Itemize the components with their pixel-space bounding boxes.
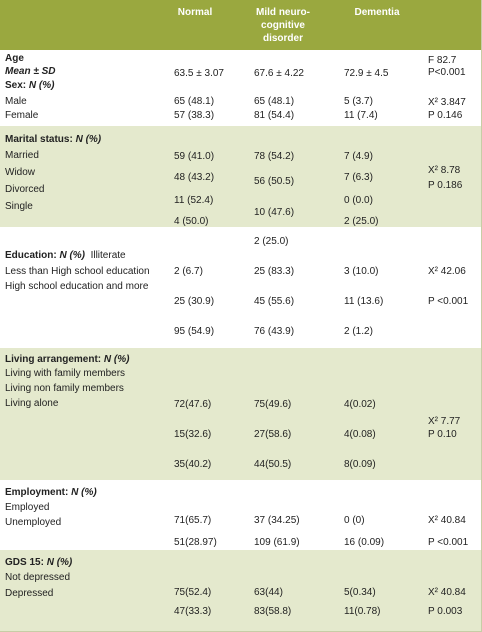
section-label-age: Age — [5, 53, 24, 64]
employment-dementia-2: 16 (0.09) — [344, 537, 385, 548]
gds-normal-2: 47(33.3) — [174, 606, 212, 617]
sex-female-dementia: 11 (7.4) — [344, 110, 378, 121]
living-stat-x2: X² 7.77 — [428, 416, 461, 427]
marital-label-widow: Widow — [5, 167, 36, 178]
employment-normal-2: 51(28.97) — [174, 537, 217, 548]
marital-dementia-3: 0 (0.0) — [344, 195, 373, 206]
education-normal-1: 2 (6.7) — [174, 266, 203, 277]
marital-normal-3: 11 (52.4) — [174, 195, 214, 206]
column-header-mild-neurocognitive-disorder: Mild neuro-cognitive disorder — [256, 7, 310, 44]
sex-stat-p: P 0.146 — [428, 110, 463, 121]
section-band-gds — [0, 550, 482, 632]
sex-female-label: Female — [5, 110, 39, 121]
age-normal-value: 63.5 ± 3.07 — [174, 68, 224, 79]
marital-mild-1: 78 (54.2) — [254, 151, 295, 162]
marital-normal-2: 48 (43.2) — [174, 172, 215, 183]
gds-mild-2: 83(58.8) — [254, 606, 292, 617]
living-dementia-1: 4(0.02) — [344, 399, 376, 410]
age-stat-f: F 82.7 — [428, 55, 457, 66]
education-dementia-3: 2 (1.2) — [344, 326, 373, 337]
marital-label-single: Single — [5, 201, 33, 212]
education-mild-2: 45 (55.6) — [254, 296, 295, 307]
marital-normal-4: 4 (50.0) — [174, 216, 209, 227]
gds-stat-p: P 0.003 — [428, 606, 463, 617]
age-sublabel: Mean ± SD — [5, 66, 56, 77]
marital-dementia-2: 7 (6.3) — [344, 172, 373, 183]
marital-label-married: Married — [5, 150, 39, 161]
living-dementia-2: 4(0.08) — [344, 429, 376, 440]
marital-dementia-4: 2 (25.0) — [344, 216, 379, 227]
gds-normal-1: 75(52.4) — [174, 587, 212, 598]
living-label-non-family: Living non family members — [5, 383, 124, 394]
section-label-sex: Sex: N (%) — [5, 80, 55, 91]
table-header — [0, 0, 482, 50]
living-mild-3: 44(50.5) — [254, 459, 292, 470]
education-normal-3: 95 (54.9) — [174, 326, 215, 337]
living-label-with-family: Living with family members — [5, 368, 126, 379]
section-label-gds15: GDS 15: N (%) — [5, 557, 73, 568]
section-label-employment: Employment: N (%) — [5, 487, 97, 498]
employment-mild-2: 109 (61.9) — [254, 537, 300, 548]
marital-mild-3: 10 (47.6) — [254, 207, 295, 218]
education-mild-1: 25 (83.3) — [254, 266, 295, 277]
section-label-education: Education: N (%) Illiterate — [5, 250, 126, 261]
sex-male-normal: 65 (48.1) — [174, 96, 215, 107]
marital-dementia-1: 7 (4.9) — [344, 151, 373, 162]
gds-label-not-depressed: Not depressed — [5, 572, 71, 583]
employment-label-employed: Employed — [5, 502, 50, 513]
marital-mild-4: 2 (25.0) — [254, 236, 289, 247]
education-stat-x2: X² 42.06 — [428, 266, 466, 277]
column-header-normal: Normal — [177, 7, 213, 18]
living-mild-1: 75(49.6) — [254, 399, 292, 410]
sex-female-normal: 57 (38.3) — [174, 110, 215, 121]
employment-mild-1: 37 (34.25) — [254, 515, 300, 526]
age-mild-value: 67.6 ± 4.22 — [254, 68, 304, 79]
sex-male-dementia: 5 (3.7) — [344, 96, 373, 107]
marital-stat-x2: X² 8.78 — [428, 165, 461, 176]
section-label-marital: Marital status: N (%) — [5, 134, 102, 145]
marital-mild-2: 56 (50.5) — [254, 176, 295, 187]
education-level-illiterate: Illiterate — [90, 250, 126, 261]
education-normal-2: 25 (30.9) — [174, 296, 215, 307]
living-normal-2: 15(32.6) — [174, 429, 212, 440]
age-stat-p: P<0.001 — [428, 67, 466, 78]
sex-stat-x2: X² 3.847 — [428, 97, 466, 108]
age-dementia-value: 72.9 ± 4.5 — [344, 68, 389, 79]
living-mild-2: 27(58.6) — [254, 429, 292, 440]
education-stat-p: P <0.001 — [428, 296, 469, 307]
marital-label-divorced: Divorced — [5, 184, 45, 195]
education-label-less-than-high-school: Less than High school education — [5, 266, 150, 277]
gds-dementia-1: 5(0.34) — [344, 587, 376, 598]
employment-dementia-1: 0 (0) — [344, 515, 365, 526]
employment-normal-1: 71(65.7) — [174, 515, 212, 526]
education-mild-3: 76 (43.9) — [254, 326, 295, 337]
marital-stat-p: P 0.186 — [428, 180, 463, 191]
section-label-living-arrangement: Living arrangement: N (%) — [5, 354, 130, 365]
sex-male-label: Male — [5, 96, 27, 107]
sex-female-mild: 81 (54.4) — [254, 110, 295, 121]
marital-normal-1: 59 (41.0) — [174, 151, 215, 162]
employment-stat-p: P <0.001 — [428, 537, 469, 548]
employment-label-unemployed: Unemployed — [5, 517, 62, 528]
living-stat-p: P 0.10 — [428, 429, 457, 440]
column-header-dementia: Dementia — [354, 7, 400, 18]
gds-label-depressed: Depressed — [5, 588, 54, 599]
sex-male-mild: 65 (48.1) — [254, 96, 295, 107]
living-dementia-3: 8(0.09) — [344, 459, 376, 470]
education-dementia-1: 3 (10.0) — [344, 266, 379, 277]
gds-stat-x2: X² 40.84 — [428, 587, 466, 598]
gds-mild-1: 63(44) — [254, 587, 283, 598]
living-normal-1: 72(47.6) — [174, 399, 212, 410]
gds-dementia-2: 11(0.78) — [344, 606, 381, 617]
living-normal-3: 35(40.2) — [174, 459, 212, 470]
education-dementia-2: 11 (13.6) — [344, 296, 384, 307]
employment-stat-x2: X² 40.84 — [428, 515, 466, 526]
living-label-alone: Living alone — [5, 398, 59, 409]
education-label-high-school-and-more: High school education and more — [5, 281, 149, 292]
